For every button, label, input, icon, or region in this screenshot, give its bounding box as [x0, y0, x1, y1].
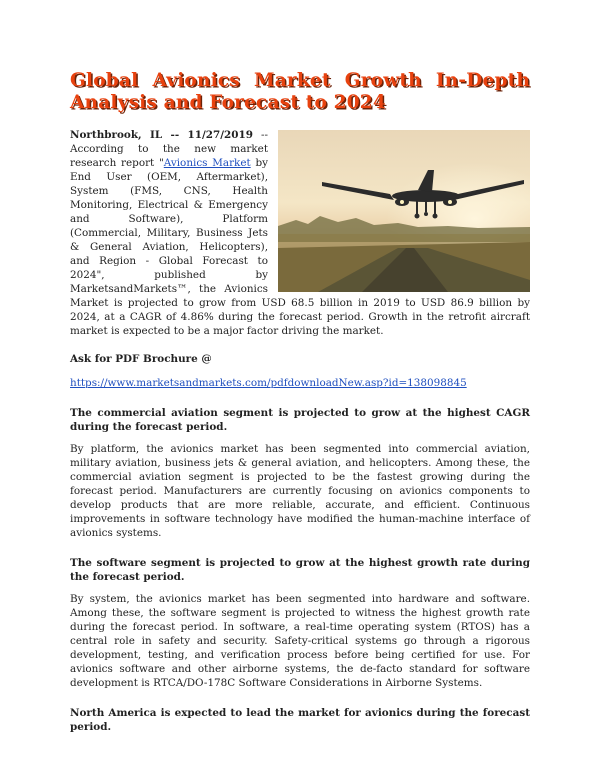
intro-body-text: by End User (OEM, Aftermarket), System (FMS, CNS, Health Monitoring, Electrical & Emergency and Software), Platform (Commercial, Military, Business Jets & General Aviation, Helicopters), and Region - Global Forecast to 2024", published by MarketsandMarkets™, the Avionics Market is projected to grow from USD 68.5 billion in 2019 to USD 86.9 billion by 2024, at a CAGR of 4.86% during the forecast period. Growth in the retrofit aircraft market is expected to be a major factor driving the market.: [70, 157, 530, 337]
pdf-brochure-link[interactable]: https://www.marketsandmarkets.com/pdfdownloadNew.asp?id=138098845: [70, 377, 467, 389]
pdf-brochure-label: Ask for PDF Brochure @: [70, 353, 212, 365]
airplane-landing-photo: [278, 130, 530, 292]
section-body-software: By system, the avionics market has been segmented into hardware and software. Among these, the software segment is projected to witness the highest growth rate during the forecast period. In software, a real-time operating system (RTOS) has a central role in safety and security. Safety-critical systems go through a rigorous development, testing, and verification process before being certified for use. For avionics software and other airborne systems, the de-facto standard for software development is RTCA/DO-178C Software Considerations in Airborne Systems.: [70, 593, 530, 689]
intro-lead-text: -- According to the new market research report ": [70, 129, 269, 169]
section-heading-software: The software segment is projected to grow at the highest growth rate during the forecast period.: [70, 557, 530, 583]
dateline: Northbrook, IL -- 11/27/2019: [70, 129, 253, 141]
section-heading-north-america: North America is expected to lead the market for avionics during the forecast period.: [70, 707, 530, 733]
section-body-commercial: By platform, the avionics market has been segmented into commercial aviation, military aviation, business jets & general aviation, and helicopters. Among these, the commercial aviation segment is projected to be the fastest growing during the forecast period. Manufacturers are currently focusing on avionics components to develop products that are more reliable, accurate, and efficient. Continuous improvements in software technology have modified the human-machine interface of avionics systems.: [70, 443, 530, 539]
document-title: Global Avionics Market Growth In-Depth Analysis and Forecast to 2024: [70, 70, 530, 113]
section-heading-commercial: The commercial aviation segment is projected to grow at the highest CAGR during the forecast period.: [70, 407, 530, 433]
avionics-market-link[interactable]: Avionics Market: [163, 157, 251, 169]
intro-paragraph: [70, 128, 530, 338]
